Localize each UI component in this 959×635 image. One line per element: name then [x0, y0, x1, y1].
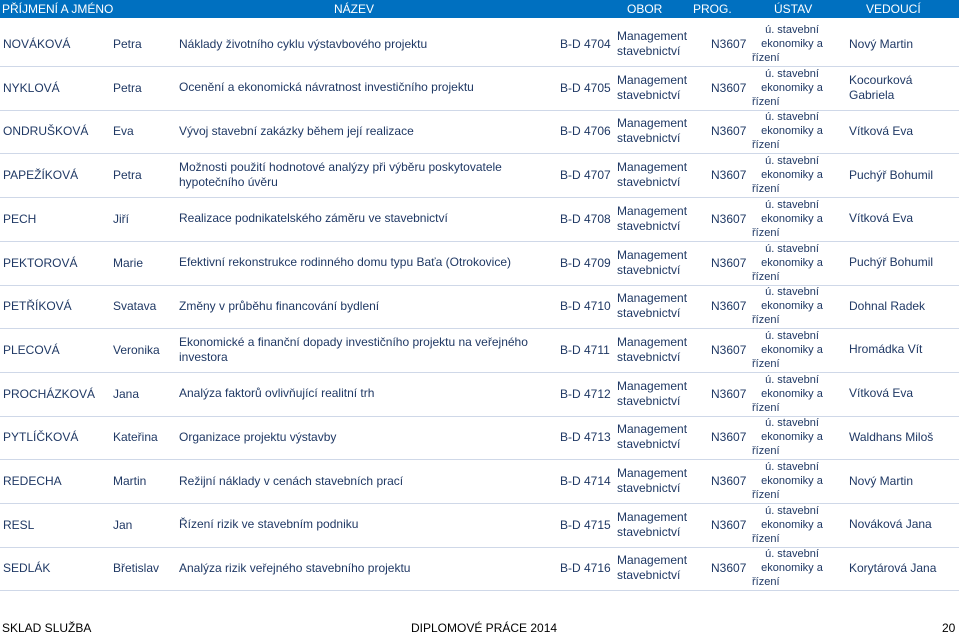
programme-code: N3607 [711, 561, 747, 576]
institute-line-2: ekonomiky a [761, 81, 823, 94]
field-line-1: Management [617, 247, 688, 262]
surname: NOVÁKOVÁ [3, 37, 71, 51]
thesis-code: B-D 4709 [560, 255, 611, 270]
institute-line-3: řízení [752, 576, 780, 589]
programme-code: N3607 [711, 517, 747, 532]
programme-code: N3607 [711, 430, 747, 445]
first-name: Břetislav [113, 561, 160, 576]
table-row [0, 459, 959, 504]
table-row [0, 372, 959, 417]
institute-line-2: ekonomiky a [761, 256, 823, 269]
thesis-code: B-D 4707 [560, 168, 611, 183]
field-line-2: stavebnictví [617, 306, 681, 321]
surname: NYKLOVÁ [3, 80, 60, 95]
institute-line-2: ekonomiky a [761, 125, 823, 138]
programme-code: N3607 [711, 299, 747, 314]
field-of-study [617, 328, 697, 372]
header-name: PŘÍJMENÍ A JMÉNO [2, 2, 114, 16]
header-inst: ÚSTAV [774, 2, 813, 16]
first-name: Martin [113, 474, 147, 488]
institute [752, 415, 832, 459]
field-of-study [617, 66, 697, 110]
institute-line-1: ú. stavební [765, 67, 819, 80]
surname: REDECHA [3, 474, 62, 488]
table-row [0, 415, 959, 460]
thesis-code: B-D 4711 [560, 342, 610, 357]
first-name: Jan [113, 517, 133, 532]
surname: PAPEŽÍKOVÁ [3, 168, 79, 183]
programme-code: N3607 [711, 124, 747, 139]
thesis-code: B-D 4712 [560, 386, 611, 401]
field-line-2: stavebnictví [617, 437, 681, 452]
field-line-2: stavebnictví [617, 218, 681, 233]
institute-line-2: ekonomiky a [761, 562, 823, 575]
field-line-1: Management [617, 291, 688, 306]
field-of-study [617, 546, 697, 590]
institute-line-3: řízení [752, 183, 780, 196]
thesis-title: Analýza rizik veřejného stavebního projektu [179, 560, 411, 575]
field-of-study [617, 22, 697, 66]
field-line-1: Management [617, 509, 688, 524]
field-of-study [617, 284, 697, 328]
field-line-1: Management [617, 334, 688, 349]
header-field: OBOR [627, 2, 663, 16]
supervisor: Dohnal Radek [849, 298, 926, 313]
field-line-1: Management [617, 466, 688, 480]
supervisor: Nový Martin [849, 36, 914, 51]
field-of-study [617, 197, 697, 241]
thesis-title: Vývoj stavební zakázky během její realizace [179, 123, 414, 138]
header-prog: PROG. [693, 2, 732, 16]
institute [752, 546, 832, 590]
institute-line-1: ú. stavební [765, 24, 819, 36]
field-of-study [617, 503, 697, 547]
field-line-1: Management [617, 72, 688, 87]
thesis-code: B-D 4704 [560, 37, 611, 51]
institute-line-2: ekonomiky a [761, 300, 823, 313]
footer-left: SKLAD SLUŽBA [2, 621, 92, 635]
institute-line-1: ú. stavební [765, 329, 819, 342]
page-footer [0, 620, 959, 635]
table-row [0, 22, 959, 67]
field-of-study [617, 372, 697, 416]
field-line-1: Management [617, 553, 688, 568]
institute-line-3: řízení [752, 95, 780, 108]
programme-code: N3607 [711, 37, 747, 51]
supervisor: Puchýř Bohumil [849, 255, 934, 269]
page-number: 20 [942, 621, 956, 635]
field-line-1: Management [617, 203, 688, 218]
table-row [0, 503, 959, 548]
first-name: Veronika [113, 342, 160, 357]
institute [752, 284, 832, 328]
institute-line-2: ekonomiky a [761, 431, 823, 444]
surname: PYTLÍČKOVÁ [3, 430, 79, 445]
institute-line-1: ú. stavební [765, 461, 819, 473]
surname: RESL [3, 517, 35, 532]
thesis-code: B-D 4705 [560, 80, 611, 95]
thesis-title: Možnosti použití hodnotové analýzy při výběru poskytovatele hypotečního úvěru [179, 160, 502, 190]
table-row [0, 197, 959, 242]
first-name: Jiří [113, 211, 129, 226]
supervisor: Nováková Jana [849, 517, 932, 532]
table-row [0, 546, 959, 591]
field-of-study [617, 153, 697, 197]
field-line-1: Management [617, 160, 688, 175]
institute [752, 503, 832, 547]
institute [752, 459, 832, 503]
field-line-2: stavebnictví [617, 568, 681, 583]
programme-code: N3607 [711, 386, 747, 401]
institute-line-3: řízení [752, 401, 780, 414]
first-name: Jana [113, 386, 140, 401]
institute-line-1: ú. stavební [765, 111, 819, 124]
thesis-title: Organizace projektu výstavby [179, 429, 337, 444]
institute-line-1: ú. stavební [765, 286, 819, 299]
field-of-study [617, 459, 697, 503]
first-name: Petra [113, 168, 142, 183]
field-line-1: Management [617, 378, 688, 393]
table-row [0, 328, 959, 373]
first-name: Kateřina [113, 430, 158, 445]
header-lead: VEDOUCÍ [866, 2, 921, 16]
institute-line-2: ekonomiky a [761, 387, 823, 400]
institute-line-2: ekonomiky a [761, 343, 823, 356]
institute-line-2: ekonomiky a [761, 212, 823, 225]
field-line-1: Management [617, 116, 688, 131]
institute-line-3: řízení [752, 226, 780, 239]
thesis-title: Ocenění a ekonomická návratnost investičního projektu [179, 80, 474, 95]
surname: PLECOVÁ [3, 342, 60, 357]
surname: PETŘÍKOVÁ [3, 299, 72, 314]
institute [752, 22, 832, 66]
first-name: Eva [113, 124, 134, 139]
institute [752, 197, 832, 241]
field-line-2: stavebnictví [617, 393, 681, 408]
field-line-1: Management [617, 29, 688, 43]
supervisor: Vítková Eva [849, 211, 914, 226]
institute-line-3: řízení [752, 357, 780, 370]
institute-line-2: ekonomiky a [761, 38, 823, 50]
institute [752, 372, 832, 416]
institute-line-1: ú. stavební [765, 155, 819, 168]
field-line-2: stavebnictví [617, 262, 681, 277]
header-title: NÁZEV [334, 2, 375, 16]
field-line-2: stavebnictví [617, 87, 681, 102]
thesis-title: Režijní náklady v cenách stavebních prací [179, 473, 404, 488]
first-name: Marie [113, 255, 144, 270]
thesis-title: Efektivní rekonstrukce rodinného domu typu Baťa (Otrokovice) [179, 255, 511, 269]
thesis-code: B-D 4708 [560, 211, 611, 226]
supervisor: Puchýř Bohumil [849, 167, 934, 182]
thesis-title: Analýza faktorů ovlivňující realitní trh [179, 386, 375, 401]
footer-center: DIPLOMOVÉ PRÁCE 2014 [411, 621, 558, 635]
institute [752, 66, 832, 110]
institute-line-3: řízení [752, 445, 780, 458]
field-line-2: stavebnictví [617, 44, 681, 58]
thesis-title: Ekonomické a finanční dopady investičního projektu na veřejného investora [179, 334, 528, 364]
institute-line-1: ú. stavební [765, 242, 819, 255]
table-header [0, 0, 959, 18]
field-line-2: stavebnictví [617, 175, 681, 190]
field-of-study [617, 109, 697, 153]
field-line-2: stavebnictví [617, 131, 681, 146]
institute-line-3: řízení [752, 139, 780, 152]
thesis-code: B-D 4714 [560, 474, 611, 488]
supervisor: Vítková Eva [849, 123, 914, 138]
table-row [0, 109, 959, 154]
thesis-title: Řízení rizik ve stavebním podniku [179, 517, 359, 532]
institute-line-3: řízení [752, 489, 780, 501]
institute-line-3: řízení [752, 270, 780, 283]
institute [752, 328, 832, 372]
field-line-1: Management [617, 422, 688, 437]
programme-code: N3607 [711, 211, 747, 226]
surname: PECH [3, 211, 37, 226]
institute-line-1: ú. stavební [765, 417, 819, 430]
supervisor: Korytárová Jana [849, 560, 937, 575]
institute-line-1: ú. stavební [765, 548, 819, 561]
institute-line-3: řízení [752, 52, 780, 64]
institute-line-3: řízení [752, 314, 780, 327]
thesis-title: Realizace podnikatelského záměru ve stavebnictví [179, 211, 448, 226]
table-row [0, 153, 959, 198]
institute-line-1: ú. stavební [765, 504, 819, 517]
table-row [0, 66, 959, 111]
institute-line-1: ú. stavební [765, 373, 819, 386]
thesis-code: B-D 4706 [560, 124, 611, 139]
thesis-title: Náklady životního cyklu výstavbového projektu [179, 36, 428, 51]
programme-code: N3607 [711, 168, 747, 183]
surname: PEKTOROVÁ [3, 255, 78, 270]
thesis-code: B-D 4716 [560, 561, 611, 576]
first-name: Svatava [113, 299, 157, 314]
supervisor: Kocourková Gabriela [849, 72, 913, 102]
field-of-study [617, 415, 697, 459]
institute-line-2: ekonomiky a [761, 169, 823, 182]
supervisor: Hromádka Vít [849, 342, 923, 357]
thesis-code: B-D 4715 [560, 517, 611, 532]
table-row [0, 284, 959, 329]
surname: PROCHÁZKOVÁ [3, 386, 96, 401]
programme-code: N3607 [711, 80, 747, 95]
field-of-study [617, 241, 697, 285]
surname: ONDRUŠKOVÁ [3, 124, 89, 139]
thesis-code: B-D 4713 [560, 430, 611, 445]
institute-line-2: ekonomiky a [761, 518, 823, 531]
institute-line-3: řízení [752, 532, 780, 545]
supervisor: Waldhans Miloš [849, 429, 934, 444]
table-row [0, 241, 959, 286]
programme-code: N3607 [711, 474, 747, 488]
first-name: Petra [113, 80, 142, 95]
field-line-2: stavebnictví [617, 524, 681, 539]
surname: SEDLÁK [3, 561, 51, 576]
institute [752, 153, 832, 197]
supervisor: Nový Martin [849, 473, 914, 488]
institute [752, 109, 832, 153]
field-line-2: stavebnictví [617, 349, 681, 364]
thesis-title: Změny v průběhu financování bydlení [179, 298, 380, 313]
institute [752, 241, 832, 285]
institute-line-2: ekonomiky a [761, 475, 823, 487]
supervisor: Vítková Eva [849, 386, 914, 401]
thesis-code: B-D 4710 [560, 299, 611, 314]
institute-line-1: ú. stavební [765, 198, 819, 211]
first-name: Petra [113, 37, 142, 51]
field-line-2: stavebnictví [617, 481, 681, 495]
programme-code: N3607 [711, 255, 747, 270]
programme-code: N3607 [711, 342, 747, 357]
